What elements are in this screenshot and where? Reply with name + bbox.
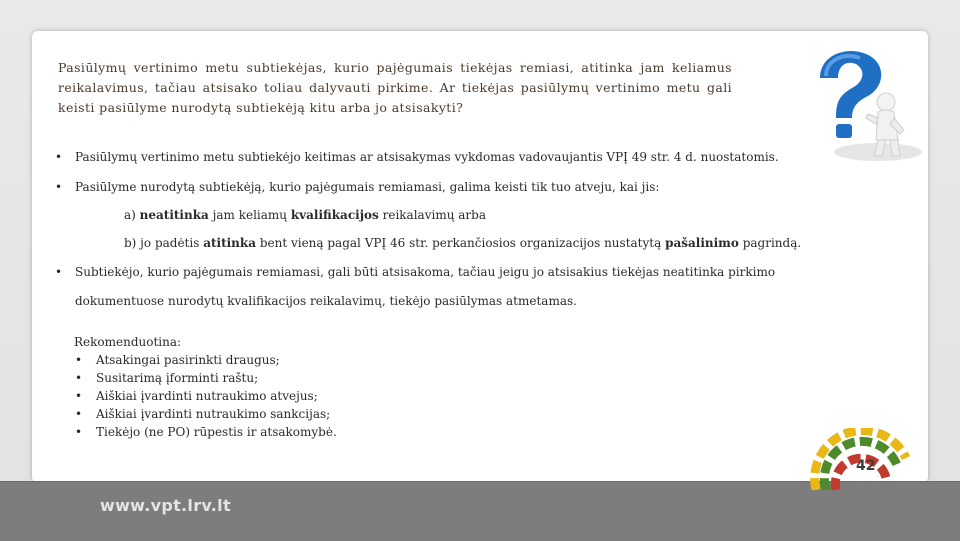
sub-item-a <box>124 208 486 222</box>
sub-b-prefix: b) jo padėtis <box>124 236 204 250</box>
question-mark-figure-icon <box>808 44 924 164</box>
recommendations <box>74 333 337 441</box>
footer-url[interactable]: www.vpt.lrv.lt <box>100 496 231 515</box>
intro-paragraph: Pasiūlymų vertinimo metu subtiekėjas, kurio pajėgumais tiekėjas remiasi, atitinka jam keliamus reikalavimus, tačiau atsisako toliau dalyvauti pirkime. Ar tiekėjas pasiūlymų vertinimo metu gali keisti pasiūlyme nurodytą subtiekėją kitu arba jo atsisakyti? <box>58 60 732 115</box>
bullet-marker: • <box>55 150 63 164</box>
bullet-marker: • <box>55 180 63 194</box>
bullet-text-3-line-1: Subtiekėjo, kurio pajėgumais remiamasi, gali būti atsisakoma, tačiau jeigu jo atsisakius tiekėjas neatitinka pirkimo <box>75 265 776 279</box>
list-item: • Aiškiai įvardinti nutraukimo sankcijas; <box>74 405 337 423</box>
sub-b-bold-1: atitinka <box>203 236 256 250</box>
sub-a-mid: jam keliamų <box>208 208 291 222</box>
sub-b-mid: bent vieną pagal VPĮ 46 str. perkančiosios organizacijos nustatytą <box>256 236 666 250</box>
list-item: • Atsakingai pasirinkti draugus; <box>74 351 337 369</box>
sub-a-prefix: a) <box>124 208 140 222</box>
bullet-text-1: Pasiūlymų vertinimo metu subtiekėjo keitimas ar atsisakymas vykdomas vadovaujantis VPĮ 49 str. 4 d. nuostatomis. <box>75 150 779 164</box>
sub-b-bold-2: pašalinimo <box>665 236 739 250</box>
bullet-text-2: Pasiūlyme nurodytą subtiekėją, kurio pajėgumais remiamasi, galima keisti tik tuo atveju, kai jis: <box>75 180 660 194</box>
bullet-marker: • <box>55 265 63 279</box>
page-number: 42 <box>856 458 876 474</box>
sub-item-b <box>124 236 801 250</box>
sub-a-bold-2: kvalifikacijos <box>290 208 379 222</box>
sub-b-suffix: pagrindą. <box>738 236 802 250</box>
sub-a-suffix: reikalavimų arba <box>378 208 486 222</box>
list-item: • Aiškiai įvardinti nutraukimo atvejus; <box>74 387 337 405</box>
list-item: • Susitarimą įforminti raštu; <box>74 369 337 387</box>
recommendations-list <box>74 351 337 441</box>
list-item: • Tiekėjo (ne PO) rūpestis ir atsakomybė. <box>74 423 337 441</box>
sub-a-bold-1: neatitinka <box>139 208 209 222</box>
bullet-text-3-line-2: dokumentuose nurodytų kvalifikacijos reikalavimų, tiekėjo pasiūlymas atmetamas. <box>75 294 577 308</box>
recommendations-title: Rekomenduotina: <box>74 335 182 349</box>
footer-bar <box>0 481 960 541</box>
